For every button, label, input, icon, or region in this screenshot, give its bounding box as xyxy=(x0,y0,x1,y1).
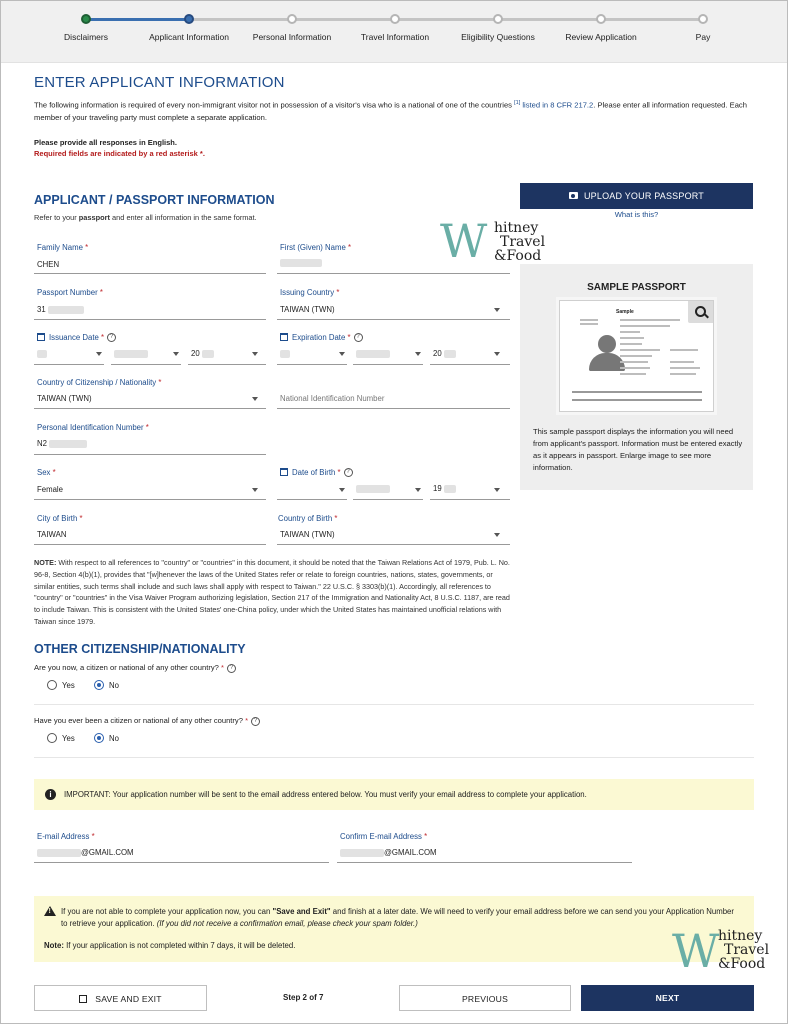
citizenship-label: Country of Citizenship / Nationality * xyxy=(37,378,162,387)
sub-text-b: and enter all information in the same format. xyxy=(110,213,257,222)
help-icon[interactable]: ? xyxy=(251,717,260,726)
upload-passport-button[interactable] xyxy=(520,183,753,209)
personal-id-underline xyxy=(34,454,266,455)
step-label-eligibility: Eligibility Questions xyxy=(461,32,535,42)
passport-text-line xyxy=(670,367,700,369)
citizenship-underline xyxy=(34,408,266,409)
passport-text-line xyxy=(670,373,696,375)
country-of-birth-underline xyxy=(277,544,510,545)
step-dot-eligibility xyxy=(493,14,503,24)
city-of-birth-underline xyxy=(34,544,266,545)
previous-button[interactable]: PREVIOUS xyxy=(399,985,571,1011)
sex-select[interactable]: Female xyxy=(37,485,63,494)
confirm-email-underline xyxy=(337,862,632,863)
issuance-date-label: Issuance Date * ? xyxy=(37,333,116,342)
sample-passport-title: SAMPLE PASSPORT xyxy=(587,282,686,293)
expiration-day-underline xyxy=(277,364,347,365)
passport-number-input[interactable]: 31 xyxy=(37,305,84,314)
watermark-logo xyxy=(440,214,550,270)
dob-year-caret[interactable] xyxy=(494,488,500,492)
important-banner xyxy=(34,779,754,810)
sex-caret[interactable] xyxy=(252,488,258,492)
expiration-year-select[interactable]: 20 xyxy=(433,349,456,358)
citizenship-select[interactable]: TAIWAN (TWN) xyxy=(37,394,92,403)
expiration-day-caret[interactable] xyxy=(339,352,345,356)
passport-text-line xyxy=(620,337,644,339)
step-progress xyxy=(1,1,787,63)
dob-year-select[interactable]: 19 xyxy=(433,484,456,493)
q2-yes-radio[interactable] xyxy=(47,733,57,743)
issuing-country-caret[interactable] xyxy=(494,308,500,312)
other-citizenship-q2: Have you ever been a citizen or national of any other country? * ? xyxy=(34,716,260,726)
issuing-country-label: Issuing Country * xyxy=(280,288,340,297)
national-id-input[interactable]: National Identification Number xyxy=(280,394,385,403)
sex-underline xyxy=(34,499,266,500)
passport-text-line xyxy=(670,349,698,351)
step-indicator: Step 2 of 7 xyxy=(283,993,324,1002)
watermark-logo xyxy=(672,924,782,980)
help-icon[interactable]: ? xyxy=(344,468,353,477)
passport-section-sub xyxy=(34,213,257,222)
q1-no-radio[interactable] xyxy=(94,680,104,690)
passport-text-line xyxy=(620,367,650,369)
step-dot-disclaimers[interactable] xyxy=(81,14,91,24)
issuance-day-caret[interactable] xyxy=(96,352,102,356)
portrait-head xyxy=(598,335,616,353)
issuance-day-select[interactable] xyxy=(37,349,47,358)
email-input[interactable]: @GMAIL.COM xyxy=(37,848,134,857)
issuance-month-select[interactable] xyxy=(114,349,148,358)
email-label: E-mail Address * xyxy=(37,832,95,841)
next-button[interactable]: NEXT xyxy=(581,985,754,1011)
passport-text-line xyxy=(620,349,660,351)
divider xyxy=(34,757,754,758)
step-dot-pay xyxy=(698,14,708,24)
step-dot-applicant[interactable] xyxy=(184,14,194,24)
personal-id-input[interactable]: N2 xyxy=(37,439,87,448)
q1-yes-radio[interactable] xyxy=(47,680,57,690)
watermark-line3: &Food xyxy=(718,956,766,972)
expiration-year-caret[interactable] xyxy=(494,352,500,356)
watermark-line2: Travel xyxy=(724,942,770,958)
issuance-day-underline xyxy=(34,364,104,365)
first-name-label: First (Given) Name * xyxy=(280,243,352,252)
q1-no-label[interactable]: No xyxy=(109,681,119,690)
step-label-review: Review Application xyxy=(565,32,637,42)
divider xyxy=(34,704,754,705)
personal-id-label: Personal Identification Number * xyxy=(37,423,149,432)
sample-passport-text: This sample passport displays the information you will need from applicant's passport. Information must be entered exactly as it appears in passport. Enlarge image to see more information. xyxy=(533,427,743,472)
warning-text-d: (If you did not receive a confirmation email, please check your spam folder.) xyxy=(156,919,418,928)
step-label-pay: Pay xyxy=(695,32,711,42)
warning-text-c: and finish at a later date. We will need to verify your email address before we can send you your Application Number to retrieve your application. xyxy=(61,907,734,928)
dob-year-underline xyxy=(430,499,510,500)
what-is-this-link[interactable]: What is this? xyxy=(614,210,659,219)
issuance-month-underline xyxy=(111,364,181,365)
watermark-w: W xyxy=(440,214,488,268)
passport-text-line xyxy=(620,325,670,327)
email-underline xyxy=(34,862,329,863)
progress-track-remaining xyxy=(189,18,703,21)
passport-text-line xyxy=(620,355,652,357)
first-name-underline xyxy=(277,273,510,274)
country-of-birth-select[interactable]: TAIWAN (TWN) xyxy=(280,530,335,539)
zoom-icon[interactable] xyxy=(688,301,713,323)
intro-text-b: . Please enter all information requested. Each member of your traveling party must complete a separate application. xyxy=(34,100,747,122)
issuing-country-select[interactable]: TAIWAN (TWN) xyxy=(280,305,335,314)
dob-day-underline xyxy=(277,499,347,500)
sample-passport-image[interactable] xyxy=(559,300,714,412)
footnote-link[interactable]: [1] xyxy=(514,100,521,106)
page-title: ENTER APPLICANT INFORMATION xyxy=(34,74,285,91)
expiration-date-label: Expiration Date * ? xyxy=(280,333,363,342)
passport-sample-word: Sample xyxy=(616,309,634,315)
expiration-year-underline xyxy=(430,364,510,365)
other-citizenship-title: OTHER CITIZENSHIP/NATIONALITY xyxy=(34,642,246,656)
confirm-email-label: Confirm E-mail Address * xyxy=(340,832,428,841)
save-and-exit-button[interactable] xyxy=(34,985,207,1011)
passport-text-line xyxy=(620,319,680,321)
passport-text-line xyxy=(580,319,598,321)
watermark-w: W xyxy=(672,924,720,978)
q2-yes-label[interactable]: Yes xyxy=(62,734,75,743)
progress-track-done xyxy=(86,18,189,21)
passport-text-line xyxy=(670,361,694,363)
sub-text-bold: passport xyxy=(78,213,110,222)
expiration-month-underline xyxy=(353,364,423,365)
step-dot-review xyxy=(596,14,606,24)
other-citizenship-q1: Are you now, a citizen or national of any other country? * ? xyxy=(34,663,236,673)
country-of-birth-label: Country of Birth * xyxy=(278,514,338,523)
help-icon[interactable]: ? xyxy=(107,333,116,342)
expiration-day-select[interactable] xyxy=(280,349,290,358)
watermark-line1: hitney xyxy=(718,928,763,944)
passport-number-underline xyxy=(34,319,266,320)
passport-text-line xyxy=(580,323,598,325)
intro-text-a: The following information is required of every non-immigrant visitor not in possession of a visitor's visa who is a national of one of the countries xyxy=(34,100,512,110)
step-label-travel: Travel Information xyxy=(360,32,430,42)
step-label-applicant[interactable]: Applicant Information xyxy=(149,32,229,42)
dob-day-caret[interactable] xyxy=(339,488,345,492)
expiration-month-caret[interactable] xyxy=(415,352,421,356)
taiwan-note xyxy=(34,557,514,628)
note-bold: NOTE: xyxy=(34,558,57,567)
country-of-birth-caret[interactable] xyxy=(494,533,500,537)
help-icon[interactable]: ? xyxy=(227,664,236,673)
calendar-icon xyxy=(280,333,288,341)
camera-icon xyxy=(569,192,578,199)
english-note: Please provide all responses in English. xyxy=(34,138,177,147)
q2-no-label[interactable]: No xyxy=(109,734,119,743)
sex-label: Sex * xyxy=(37,468,56,477)
passport-number-label: Passport Number * xyxy=(37,288,103,297)
cfr-link[interactable]: listed in 8 CFR 217.2 xyxy=(522,100,594,110)
passport-mrz-line xyxy=(572,391,702,393)
passport-section-title: APPLICANT / PASSPORT INFORMATION xyxy=(34,193,275,207)
issuance-year-select[interactable]: 20 xyxy=(191,349,214,358)
step-label-disclaimers[interactable]: Disclaimers xyxy=(64,32,108,42)
passport-text-line xyxy=(620,361,648,363)
upload-label: UPLOAD YOUR PASSPORT xyxy=(583,191,705,201)
dob-month-select[interactable] xyxy=(356,484,390,493)
watermark-line1: hitney xyxy=(494,220,539,236)
dob-label: Date of Birth * ? xyxy=(280,468,353,477)
watermark-line3: &Food xyxy=(494,248,542,264)
q1-yes-label[interactable]: Yes xyxy=(62,681,75,690)
help-icon[interactable]: ? xyxy=(354,333,363,342)
step-label-personal: Personal Information xyxy=(252,32,332,42)
save-label: SAVE AND EXIT xyxy=(95,994,162,1004)
first-name-input[interactable] xyxy=(280,258,322,267)
warning-icon xyxy=(44,906,56,916)
family-name-underline xyxy=(34,273,266,274)
dob-month-caret[interactable] xyxy=(415,488,421,492)
required-note: Required fields are indicated by a red asterisk *. xyxy=(34,149,205,158)
warning-note-body: If your application is not completed within 7 days, it will be deleted. xyxy=(63,941,296,950)
warning-note-bold: Note: xyxy=(44,941,64,950)
sample-passport-panel xyxy=(520,264,753,490)
national-id-underline xyxy=(277,408,510,409)
q2-no-radio[interactable] xyxy=(94,733,104,743)
info-icon: i xyxy=(45,789,56,800)
step-dot-travel xyxy=(390,14,400,24)
step-dot-personal xyxy=(287,14,297,24)
confirm-email-input[interactable]: @GMAIL.COM xyxy=(340,848,437,857)
warning-text xyxy=(61,906,741,930)
watermark-line2: Travel xyxy=(500,234,546,250)
issuance-year-underline xyxy=(188,364,266,365)
calendar-icon xyxy=(37,333,45,341)
issuance-year-caret[interactable] xyxy=(252,352,258,356)
city-of-birth-input[interactable]: TAIWAN xyxy=(37,530,67,539)
issuing-country-underline xyxy=(277,319,510,320)
family-name-label: Family Name * xyxy=(37,243,89,252)
passport-text-line xyxy=(620,373,646,375)
family-name-input[interactable]: CHEN xyxy=(37,260,60,269)
intro-text xyxy=(34,97,754,124)
passport-text-line xyxy=(620,331,640,333)
important-text: IMPORTANT: Your application number will be sent to the email address entered below. You must verify your email address to complete your application. xyxy=(64,790,587,799)
expiration-month-select[interactable] xyxy=(356,349,390,358)
issuance-month-caret[interactable] xyxy=(173,352,179,356)
save-icon xyxy=(79,995,87,1003)
warning-text-a: If you are not able to complete your application now, you can xyxy=(61,907,273,916)
warning-note xyxy=(44,941,295,950)
save-warning-banner xyxy=(34,896,754,962)
passport-text-line xyxy=(620,343,642,345)
sub-text-a: Refer to your xyxy=(34,213,79,222)
warning-text-b: "Save and Exit" xyxy=(272,907,331,916)
calendar-icon xyxy=(280,468,288,476)
city-of-birth-label: City of Birth * xyxy=(37,514,83,523)
note-body: With respect to all references to "country" or "countries" in this document, it should be noted that the Taiwan Relations Act of 1979, Pub. L. No. 96-8, Section 4(b)(1), provides that "[w]henever the laws of the United States refer or relate to foreign countries, nations, states, governments, or similar entities, such terms shall include and such laws shall apply with respect to Taiwan." 22 U.S.C. § 3303(b)(1). Accordingly, all references to "country" or "countries" in the Visa Waiver Program authorizing legislation, Section 217 of the Immigration and Nationality Act, 8 U.S.C. 1187, are read to include Taiwan. This is consistent with the United States' one-China policy, under which the United States has maintained unofficial relations with Taiwan since 1979. xyxy=(34,558,510,626)
dob-month-underline xyxy=(353,499,423,500)
citizenship-caret[interactable] xyxy=(252,397,258,401)
passport-mrz-line xyxy=(572,399,702,401)
